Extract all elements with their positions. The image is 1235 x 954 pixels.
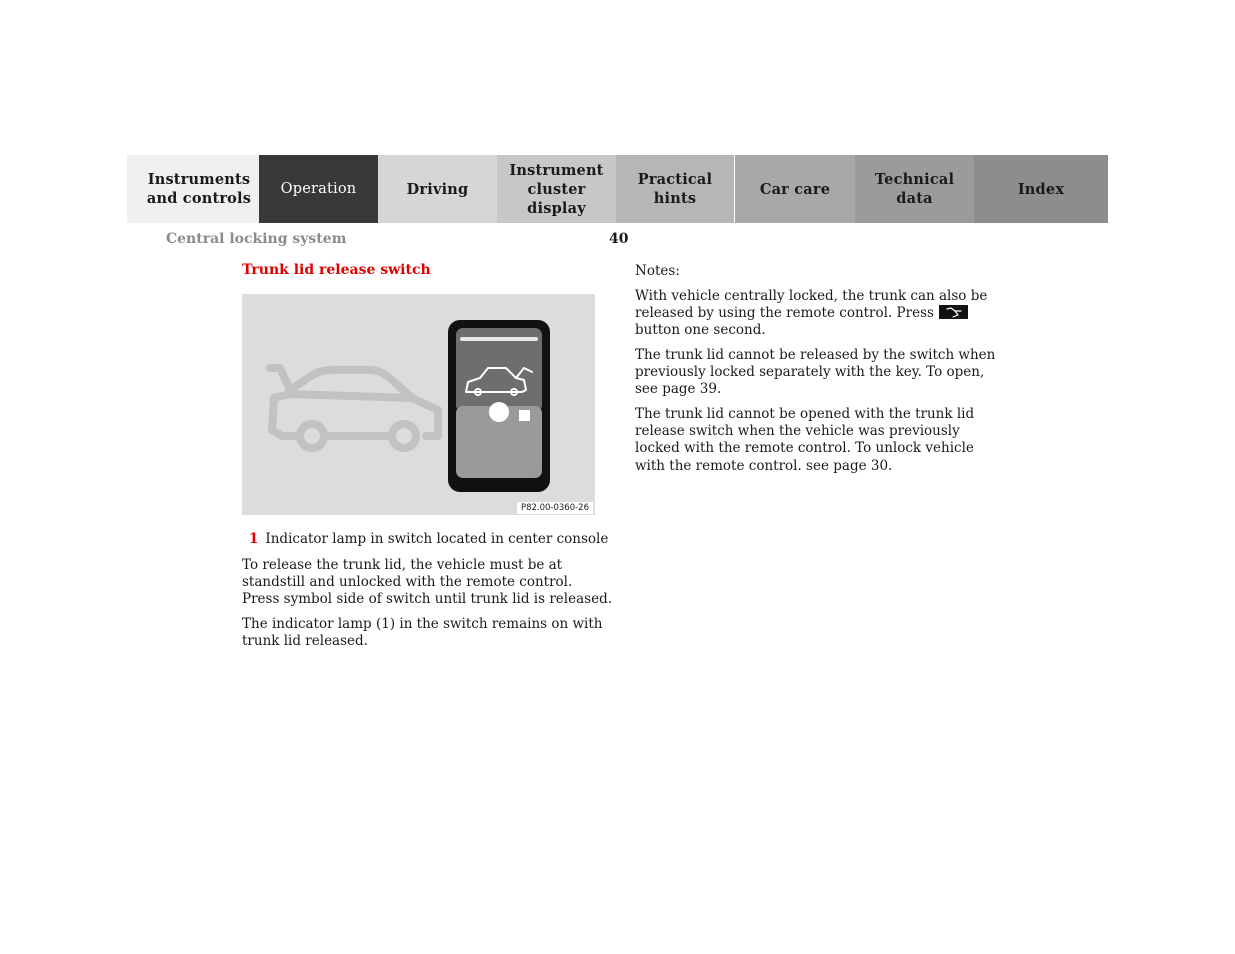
section-title: Central locking system — [166, 231, 347, 247]
figure-code: P82.00-0360-26 — [517, 502, 593, 514]
page-number: 40 — [609, 231, 629, 247]
tab-instruments-and-controls[interactable]: Instruments and controls — [127, 155, 259, 223]
note-remote-locked: The trunk lid cannot be opened with the trunk lid release switch when the vehicle was previously locked with the remote control. To unlock vehicle with the remote control. see page 30. — [635, 406, 975, 474]
indicator-marker — [519, 410, 530, 421]
note-remote-release-suffix: button one second. — [635, 322, 766, 339]
body-paragraph-indicator: The indicator lamp (1) in the switch remains on with trunk lid released. — [242, 616, 603, 650]
tab-instrument-cluster-display[interactable]: Instrument cluster display — [497, 155, 616, 223]
tab-technical-data[interactable]: Technical data — [855, 155, 974, 223]
tab-operation[interactable]: Operation — [259, 155, 378, 223]
remote-trunk-key-icon — [939, 305, 968, 319]
body-paragraph-release: To release the trunk lid, the vehicle must be at standstill and unlocked with the remote control. Press symbol side of switch until trunk lid is released. — [242, 557, 612, 608]
tab-driving[interactable]: Driving — [378, 155, 497, 223]
trunk-open-car-icon — [270, 368, 438, 448]
note-key-locked: The trunk lid cannot be released by the switch when previously locked separately with the key. To open, see page 39. — [635, 347, 996, 398]
caption-number: 1 — [249, 531, 259, 547]
caption-text: Indicator lamp in switch located in center console — [265, 531, 609, 547]
tab-practical-hints[interactable]: Practical hints — [616, 155, 735, 223]
trunk-switch-drawing — [242, 294, 595, 515]
trunk-switch-illustration — [242, 294, 595, 515]
notes-label: Notes: — [635, 263, 680, 279]
note-remote-release — [635, 288, 1005, 340]
page-heading: Trunk lid release switch — [242, 262, 431, 278]
figure-caption — [249, 531, 608, 548]
indicator-lamp-icon — [489, 402, 509, 422]
note-remote-release-text: With vehicle centrally locked, the trunk can also be released by using the remote control. Press — [635, 288, 988, 322]
tab-car-care[interactable]: Car care — [735, 155, 855, 223]
tab-index[interactable]: Index — [974, 155, 1108, 223]
top-navigation — [127, 155, 1108, 223]
